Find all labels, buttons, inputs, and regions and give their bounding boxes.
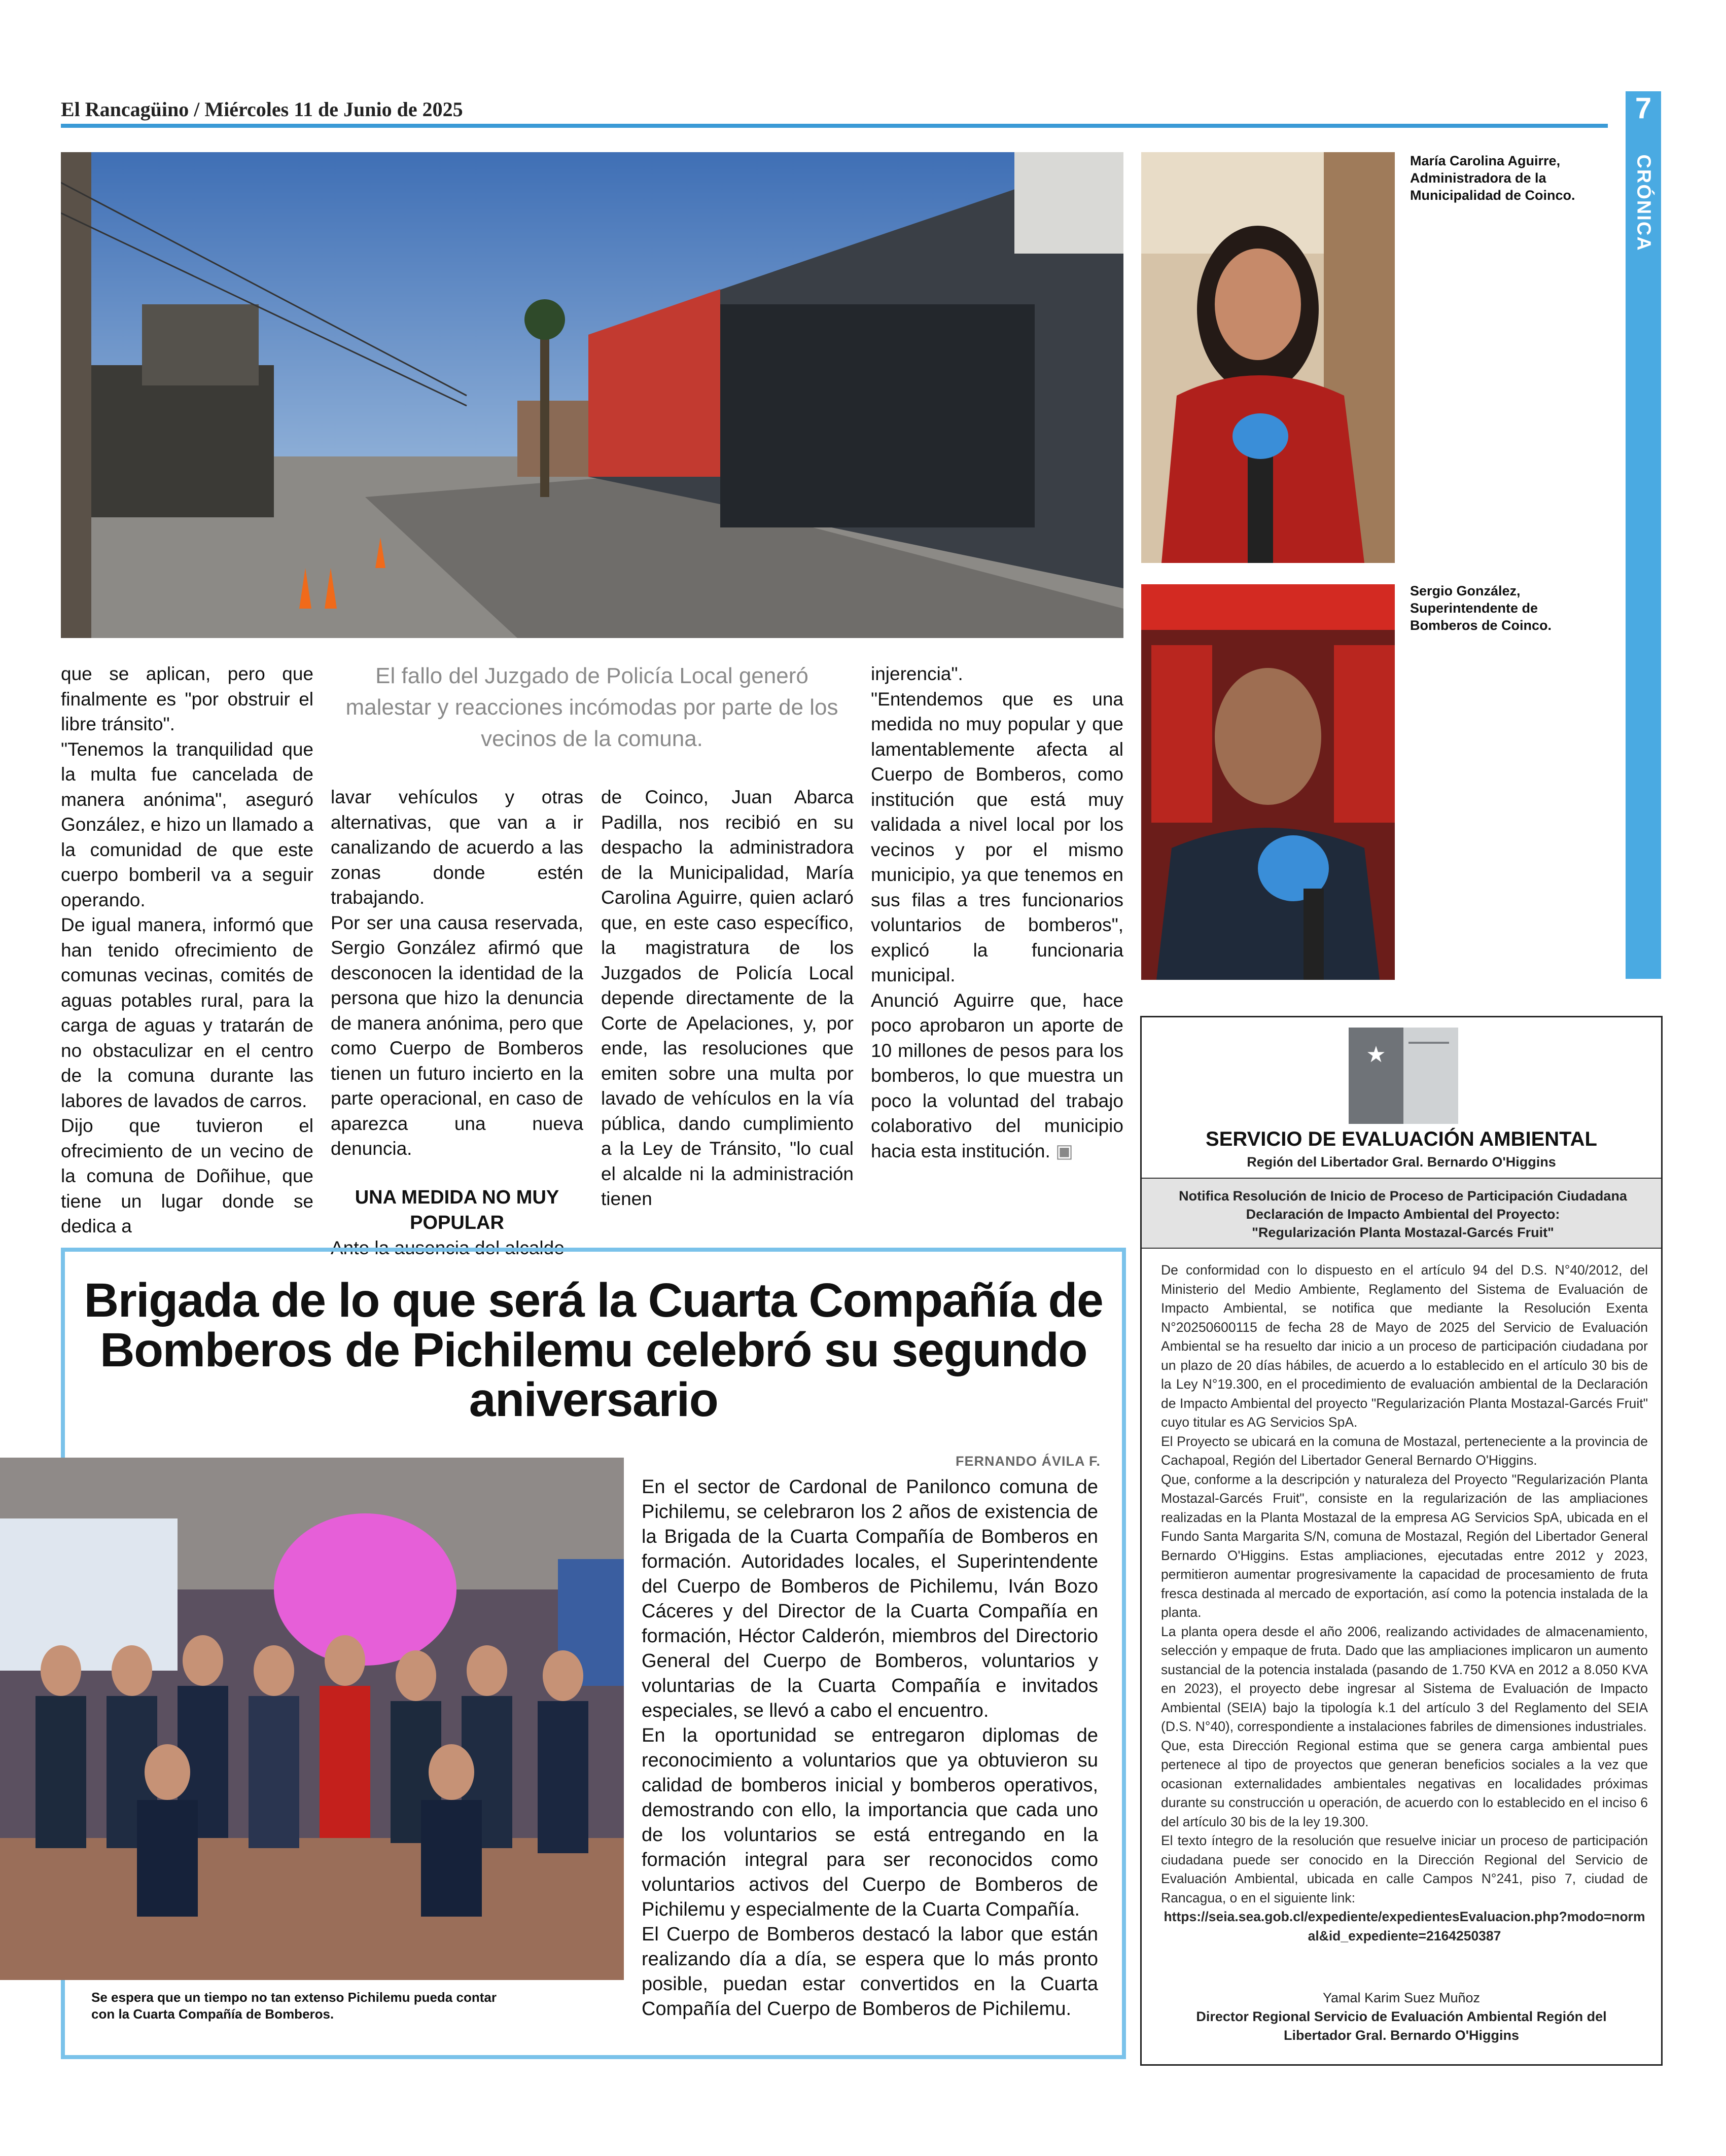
paragraph <box>871 988 1123 1164</box>
article-column-4 <box>871 661 1123 1163</box>
government-logo <box>1349 1028 1458 1124</box>
photo-caption-brigade: Se espera que un tiempo no tan extenso Pichilemu pueda contar con la Cuarta Compañía de Bomberos. <box>91 1990 497 2022</box>
paragraph: El Proyecto se ubicará en la comuna de Mostazal, perteneciente a la provincia de Cachapoal, Región del Libertador General Bernardo O'Higgins. <box>1161 1433 1648 1468</box>
header-rule <box>61 124 1608 128</box>
notice-band-line: Declaración de Impacto Ambiental del Proyecto: <box>1246 1207 1560 1222</box>
article-column-3 <box>601 785 854 1212</box>
paragraph: que se aplican, pero que finalmente es "por obstruir el libre tránsito". <box>61 663 313 734</box>
section-label-text: CRÓNICA <box>1633 154 1654 252</box>
main-photo <box>61 152 1123 638</box>
notice-title: SERVICIO DE EVALUACIÓN AMBIENTAL <box>1206 1128 1597 1150</box>
section-label <box>1626 152 1661 254</box>
paragraph: Por ser una causa reservada, Sergio González afirmó que desconocen la identidad de la persona que hizo la denuncia de manera anónima, pero que como Cuerpo de Bomberos tienen un futuro incierto en la parte operacional, en caso de aparezca una nueva denuncia. <box>331 912 583 1159</box>
signer-title: Director Regional Servicio de Evaluación Ambiental Región del Libertador Gral. Bernardo O'Higgins <box>1196 2009 1607 2043</box>
notice-body <box>1161 1261 1648 1946</box>
notice-link[interactable]: https://seia.sea.gob.cl/expediente/expedientesEvaluacion.php?modo=normal&id_expediente=2164250387 <box>1164 1909 1645 1943</box>
notice-band <box>1142 1178 1661 1249</box>
subhead: UNA MEDIDA NO MUY POPULAR <box>355 1186 559 1233</box>
paragraph: Ante la ausencia del alcalde <box>331 1237 565 1258</box>
article-column-2 <box>331 785 583 1260</box>
paragraph-text: Anunció Aguirre que, hace poco aprobaron un aporte de 10 millones de pesos para los bomberos, lo que muestra un poco la voluntad del trabajo colaborativo del municipio hacia esta institución. <box>871 989 1123 1161</box>
paragraph: injerencia". <box>871 663 963 684</box>
notice-band-line: "Regularización Planta Mostazal-Garcés Fruit" <box>1252 1225 1554 1240</box>
byline: FERNANDO ÁVILA F. <box>956 1454 1101 1469</box>
page-header <box>61 91 1613 127</box>
notice-band-line: Notifica Resolución de Inicio de Proceso de Participación Ciudadana <box>1179 1188 1627 1204</box>
paragraph: El Cuerpo de Bomberos destacó la labor que están realizando día a día, se espera que lo más pronto posible, puedan estar convertidos en la Cuarta Compañía del Cuerpo de Bomberos de Pichilemu. <box>642 1924 1098 2020</box>
paragraph: Que, esta Dirección Regional estima que se genera carga ambiental pues pertenece al tipo de proyectos que generan beneficios sociales a la vez que ocasionan externalidades ambientales negativas en localidades próximas durante su construcción u operación, de acuerdo con lo establecido en el inciso 6 del artículo 30 bis de la ley 19.300. <box>1161 1738 1648 1829</box>
bottom-article-body <box>642 1475 1098 2022</box>
paragraph: En la oportunidad se entregaron diplomas de reconocimiento a voluntarios que ya obtuvieron su calidad de bomberos inicial y bomberos operativos, demostrando con ello, la importancia que cada uno de los voluntarios se está entregando en la formación integral para ser reconocidos como voluntarios activos del Cuerpo de Bomberos de Pichilemu y especialmente de la Cuarta Compañía. <box>642 1725 1098 1920</box>
publication-dateline: El Rancagüino / Miércoles 11 de Junio de 2025 <box>61 98 463 121</box>
paragraph: De igual manera, informó que han tenido ofrecimiento de comunas vecinas, comités de aguas potables rural, para la carga de aguas y tratarán de no obstaculizar en el centro de la comuna durante las labores de lavados de carros. <box>61 914 313 1111</box>
paragraph: lavar vehículos y otras alternativas, que van a ir canalizando de acuerdo a las zonas donde estén trabajando. <box>331 787 583 908</box>
notice-subtitle: Región del Libertador Gral. Bernardo O'Higgins <box>1247 1154 1556 1170</box>
end-mark-icon: ▣ <box>1055 1140 1074 1161</box>
paragraph: Dijo que tuvieron el ofrecimiento de un vecino de la comuna de Doñihue, que tiene un lugar donde se dedica a <box>61 1115 313 1236</box>
paragraph: La planta opera desde el año 2006, realizando actividades de almacenamiento, selección y empaque de fruta. Dado que las ampliaciones implicaron un aumento sustancial de la potencia instalada (pasando de 1.750 KVA en 2012 a 8.050 KVA en 2023), el proyecto debe ingresar al Sistema de Evaluación de Impacto Ambiental (SEIA) bajo la tipología k.1 del artículo 3 del Reglamento del SEIA (D.S. N°40), correspondiente a instalaciones fabriles de dimensiones industriales. <box>1161 1623 1648 1734</box>
photo-carolina-aguirre <box>1141 152 1395 563</box>
page-number: 7 <box>1635 92 1652 125</box>
paragraph: En el sector de Cardonal de Panilonco comuna de Pichilemu, se celebraron los 2 años de existencia de la Brigada de la Cuarta Compañía de Bomberos en formación. Autoridades locales, el Superintendente del Cuerpo de Bomberos de Pichilemu, Iván Bozo Cáceres y del Director de la Cuarta Compañía en formación, Héctor Calderón, miembros del Directorio General del Cuerpo de Bomberos, voluntarios y voluntarias de la Cuarta Compañía e invitados especiales, se llevó a cabo el encuentro. <box>642 1476 1098 1721</box>
paragraph: Que, conforme a la descripción y naturaleza del Proyecto "Regularización Planta Mostazal-Garcés Fruit", consiste en la regularización de las ampliaciones realizadas en la Planta Mostazal de la empresa AG Servicios SpA, ubicada en el Fundo Santa Margarita S/N, comuna de Mostazal, Región del Libertador General Bernardo O'Higgins. Estas ampliaciones, ejecutadas entre 2012 y 2023, permitieron aumentar progresivamente la capacidad de procesamiento de fruta fresca destinada al mercado de exportación, así como la potencia instalada de la planta. <box>1161 1471 1648 1620</box>
star-icon: ★ <box>1366 1042 1386 1067</box>
pullquote: El fallo del Juzgado de Policía Local generó malestar y reacciones incómodas por parte de los vecinos de la comuna. <box>345 663 838 751</box>
paragraph: El texto íntegro de la resolución que resuelve iniciar un proceso de participación ciudadana puede ser conocido en la Dirección Regional del Servicio de Evaluación Ambiental, ubicada en calle Campos N°241, piso 7, ciudad de Rancagua, o en el siguiente link: <box>1161 1833 1648 1905</box>
article-column-1 <box>61 661 313 1239</box>
signer-name: Yamal Karim Suez Muñoz <box>1322 1990 1481 2005</box>
photo-sergio-gonzalez <box>1141 584 1395 980</box>
legal-notice <box>1140 1016 1663 2066</box>
headline: Brigada de lo que será la Cuarta Compañía de Bomberos de Pichilemu celebró su segundo aniversario <box>84 1274 1103 1427</box>
photo-brigade-celebration <box>0 1458 624 1980</box>
paragraph: "Entendemos que es una medida no muy popular y que lamentablemente afecta al Cuerpo de Bomberos, como institución que está muy validada a nivel local por los vecinos y por el mismo municipio, ya que tenemos en sus filas a tres funcionarios voluntarios de bomberos", explicó la funcionaria municipal. <box>871 688 1123 985</box>
paragraph: de Coinco, Juan Abarca Padilla, nos recibió en su despacho la administradora de la Municipalidad, María Carolina Aguirre, quien aclaró que, en este caso específico, la magistratura de los Juzgados de Policía Local depende directamente de la Corte de Apelaciones, y, por ende, las resoluciones que emiten sobre una multa por lavado de vehículos en la vía pública, dando cumplimiento a la Ley de Tránsito, "lo cual el alcalde ni la administración tienen <box>601 787 854 1209</box>
paragraph: "Tenemos la tranquilidad que la multa fue cancelada de manera anónima", aseguró González, e hizo un llamado a la comunidad de que este cuerpo bomberil va a seguir operando. <box>61 738 313 910</box>
caption-sergio-gonzalez: Sergio González, Superintendente de Bomberos de Coinco. <box>1410 583 1552 633</box>
notice-signature <box>1142 1989 1661 2045</box>
paragraph: De conformidad con lo dispuesto en el artículo 94 del D.S. N°40/2012, del Ministerio del Medio Ambiente, Reglamento del Sistema de Evaluación de Impacto Ambiental, se notifica que mediante la Resolución Exenta N°20250600115 de fecha 28 de Mayo de 2025 del Servicio de Evaluación Ambiental se ha resuelto dar inicio a un proceso de participación ciudadana por un plazo de 20 días hábiles, de acuerdo a lo establecido en el artículo 30 bis de la Ley N°19.300, en el procedimiento de evaluación ambiental de la Declaración de Impacto Ambiental del proyecto "Regularización Planta Mostazal-Garcés Fruit" cuyo titular es AG Servicios SpA. <box>1161 1262 1648 1430</box>
caption-carolina-aguirre: María Carolina Aguirre, Administradora de la Municipalidad de Coinco. <box>1410 153 1575 203</box>
